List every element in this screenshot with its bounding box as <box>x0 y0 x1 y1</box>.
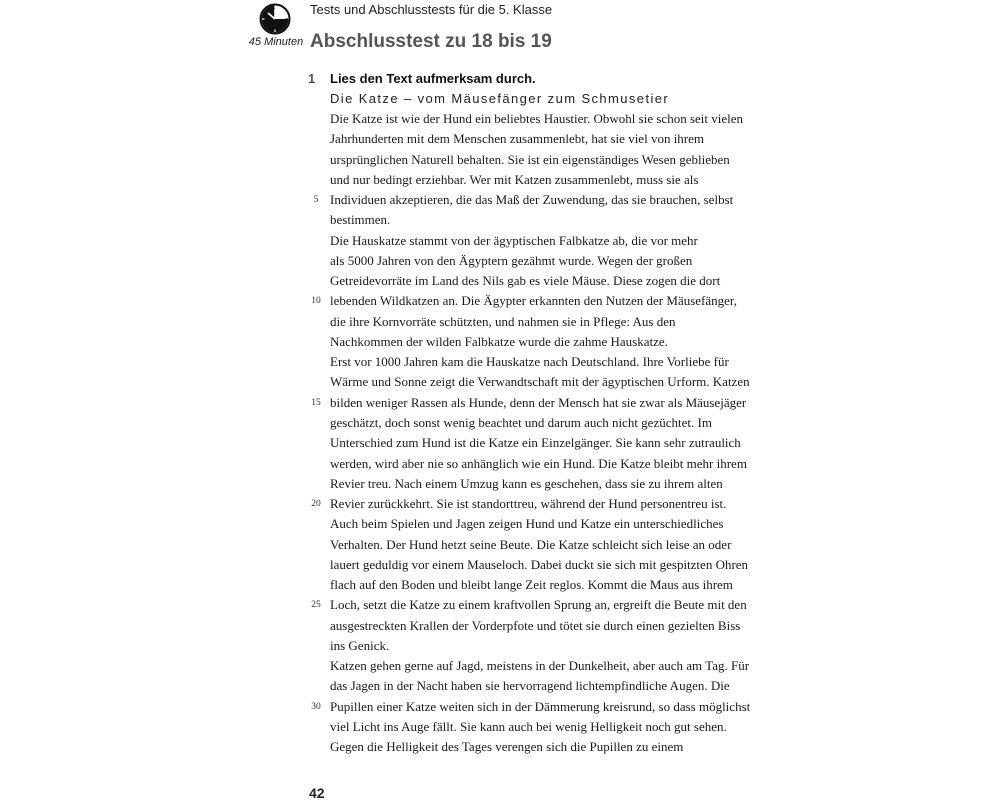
line-number: 30 <box>311 701 321 712</box>
text-line <box>0 737 1000 757</box>
line-text: flach auf den Boden und bleibt lange Zeit reglos. Kommt die Maus aus ihrem <box>330 577 733 593</box>
text-line <box>0 150 1000 170</box>
line-text: Auch beim Spielen und Jagen zeigen Hund und Katze ein unterschiedliches <box>330 516 724 532</box>
text-line <box>0 372 1000 392</box>
time-label: 45 Minuten <box>248 36 304 48</box>
header-subject: Tests und Abschlusstests für die 5. Klasse <box>310 2 553 17</box>
line-number: 10 <box>311 296 321 307</box>
line-text: Unterschied zum Hund ist die Katze ein Einzelgänger. Sie kann sehr zutraulich <box>330 435 741 451</box>
line-text: und nur bedingt erziehbar. Wer mit Katzen zusammenlebt, muss sie als <box>330 171 699 187</box>
text-line <box>0 595 1000 615</box>
line-text: Verhalten. Der Hund hetzt seine Beute. Die Katze schleicht sich leise an oder <box>330 536 732 552</box>
line-text: Die Hauskatze stammt von der ägyptischen Falbkatze ab, die vor mehr <box>330 232 698 248</box>
text-line <box>0 494 1000 514</box>
text-line <box>0 291 1000 311</box>
line-text: Jahrhunderten mit dem Menschen zusammenlebt, hat sie viel von ihrem <box>330 131 705 147</box>
line-text: lebenden Wildkatzen an. Die Ägypter erkannten den Nutzen der Mäusefänger, <box>330 293 737 309</box>
text-line <box>0 433 1000 453</box>
text-line <box>0 474 1000 494</box>
line-text: Wärme und Sonne zeigt die Verwandtschaft mit der ägyptischen Urform. Katzen <box>330 374 750 390</box>
task-number: 1 <box>308 71 316 86</box>
line-text: Revier zurückkehrt. Sie ist standorttreu, während der Hund personentreu ist. <box>330 496 727 512</box>
text-line <box>0 697 1000 717</box>
text-line <box>0 717 1000 737</box>
clock-icon <box>259 3 291 35</box>
line-number: 15 <box>311 397 321 408</box>
text-line <box>0 231 1000 251</box>
text-line <box>0 555 1000 575</box>
text-line <box>0 393 1000 413</box>
reading-text <box>0 109 1000 758</box>
line-text: bestimmen. <box>330 212 391 228</box>
line-text: Loch, setzt die Katze zu einem kraftvollen Sprung an, ergreift die Beute mit den <box>330 597 747 613</box>
line-text: Revier treu. Nach einem Umzug kann es geschehen, dass sie zu ihrem alten <box>330 475 723 491</box>
text-title: Die Katze – vom Mäusefänger zum Schmusetier <box>330 91 670 106</box>
text-line <box>0 454 1000 474</box>
line-text: lauert geduldig vor einem Mauseloch. Dabei duckt sie sich mit gespitzten Ohren <box>330 556 749 572</box>
text-line <box>0 413 1000 433</box>
line-number: 5 <box>313 195 319 206</box>
line-text: Erst vor 1000 Jahren kam die Hauskatze nach Deutschland. Ihre Vorliebe für <box>330 354 729 370</box>
page-number: 42 <box>309 785 325 801</box>
line-text: die ihre Kornvorräte schützten, und nahmen sie in Pflege: Aus den <box>330 313 676 329</box>
line-text: bilden weniger Rassen als Hunde, denn der Mensch hat sie zwar als Mäusejäger <box>330 394 747 410</box>
text-line <box>0 109 1000 129</box>
text-line <box>0 636 1000 656</box>
line-text: Nachkommen der wilden Falbkatze wurde die zahme Hauskatze. <box>330 333 668 349</box>
line-text: Individuen akzeptieren, die das Maß der Zuwendung, das sie brauchen, selbst <box>330 192 734 208</box>
text-line <box>0 170 1000 190</box>
line-text: Gegen die Helligkeit des Tages verengen sich die Pupillen zu einem <box>330 739 684 755</box>
line-text: ausgestreckten Krallen der Vorderpfote und tötet sie durch einen gezielten Biss <box>330 617 741 633</box>
text-line <box>0 616 1000 636</box>
text-line <box>0 210 1000 230</box>
text-line <box>0 190 1000 210</box>
line-text: das Jagen in der Nacht haben sie hervorragend lichtempfindliche Augen. Die <box>330 678 730 694</box>
text-line <box>0 312 1000 332</box>
line-text: geschätzt, doch sonst wenig beachtet und darum auch nicht gezüchtet. Im <box>330 414 712 430</box>
line-text: Pupillen einer Katze weiten sich in der Dämmerung kreisrund, so dass möglichst <box>330 698 751 714</box>
text-line <box>0 575 1000 595</box>
text-line <box>0 251 1000 271</box>
line-text: Katzen gehen gerne auf Jagd, meistens in der Dunkelheit, aber auch am Tag. Für <box>330 658 750 674</box>
test-title: Abschlusstest zu 18 bis 19 <box>310 31 552 52</box>
text-line <box>0 271 1000 291</box>
text-line <box>0 535 1000 555</box>
line-text: Die Katze ist wie der Hund ein beliebtes Haustier. Obwohl sie schon seit vielen <box>330 111 744 126</box>
text-line <box>0 676 1000 696</box>
line-text: ins Genick. <box>330 637 390 653</box>
line-text: ursprünglichen Naturell behalten. Sie ist ein eigenständiges Wesen geblieben <box>330 151 730 167</box>
task-instruction: Lies den Text aufmerksam durch. <box>330 71 536 86</box>
line-text: viel Licht ins Auge fällt. Sie kann auch bei wenig Helligkeit noch gut sehen. <box>330 718 727 734</box>
line-number: 20 <box>311 499 321 510</box>
line-text: Getreidevorräte im Land des Nils gab es viele Mäuse. Diese zogen die dort <box>330 273 721 289</box>
text-line <box>0 656 1000 676</box>
text-line <box>0 332 1000 352</box>
line-number: 25 <box>311 600 321 611</box>
text-line <box>0 129 1000 149</box>
text-line <box>0 352 1000 372</box>
line-text: als 5000 Jahren von den Ägyptern gezähmt wurde. Wegen der großen <box>330 252 693 268</box>
line-text: werden, wird aber nie so anhänglich wie ein Hund. Die Katze bleibt mehr ihrem <box>330 455 747 471</box>
text-line <box>0 514 1000 534</box>
